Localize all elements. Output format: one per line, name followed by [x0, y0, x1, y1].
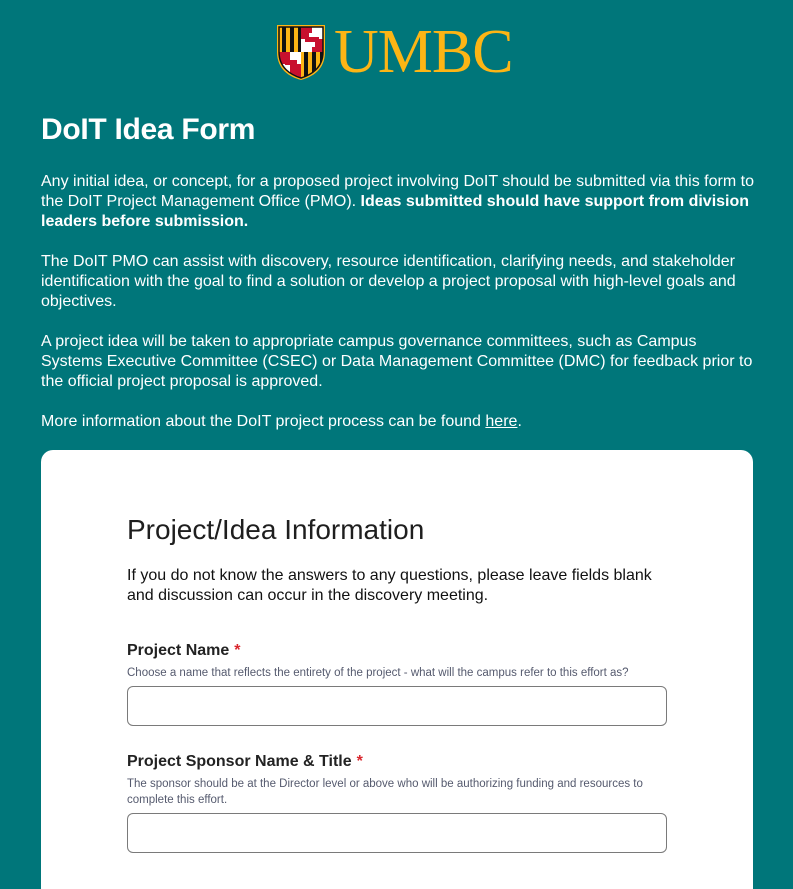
section-title: Project/Idea Information — [127, 514, 425, 545]
project-sponsor-help: The sponsor should be at the Director level or above who will be authorizing funding and resources to complete this effort. — [127, 778, 643, 806]
intro-paragraph-4-end: . — [517, 413, 522, 430]
project-name-label — [127, 641, 667, 661]
intro-paragraph-1-bold: Ideas submitted should have support from division leaders before submission. — [41, 193, 750, 230]
intro-paragraph-3: A project idea will be taken to appropriate campus governance committees, such as Campus Systems Executive Committee (CSEC) or Data Management Committee (DMC) for feedback prior to the official project proposal is approved. — [41, 333, 753, 390]
project-name-label-text: Project Name — [127, 642, 230, 659]
project-name-input[interactable] — [127, 686, 667, 726]
intro-paragraph-2: The DoIT PMO can assist with discovery, resource identification, clarifying needs, and stakeholder identification with the goal to find a solution or develop a project proposal with high-level goals and objectives. — [41, 253, 736, 310]
intro-paragraph-4-text: More information about the DoIT project process can be found — [41, 413, 486, 430]
logo-text: UMBC — [334, 18, 513, 86]
section-note: If you do not know the answers to any questions, please leave fields blank and discussion can occur in the discovery meeting. — [127, 567, 652, 604]
form-content — [127, 508, 667, 879]
intro-paragraph-1-text: Any initial idea, or concept, for a proposed project involving DoIT should be submitted via this form to the DoIT Project Management Office (PMO). — [41, 173, 754, 210]
project-sponsor-input[interactable] — [127, 813, 667, 853]
required-mark: * — [234, 642, 241, 659]
page-title: DoIT Idea Form — [41, 113, 256, 146]
project-process-link[interactable]: here — [485, 413, 518, 430]
project-sponsor-label-text: Project Sponsor Name & Title — [127, 753, 352, 770]
intro-paragraph-4 — [41, 412, 761, 432]
project-sponsor-label — [127, 752, 667, 772]
form-card — [41, 450, 753, 889]
required-mark: * — [356, 753, 363, 770]
project-name-help: Choose a name that reflects the entirety of the project - what will the campus refer to this effort as? — [127, 667, 629, 679]
intro-paragraph-1 — [41, 172, 761, 232]
intro-section — [41, 110, 761, 452]
umbc-logo[interactable] — [276, 18, 513, 86]
project-name-field — [127, 641, 667, 726]
umbc-shield-icon — [276, 24, 326, 80]
project-sponsor-field — [127, 752, 667, 853]
